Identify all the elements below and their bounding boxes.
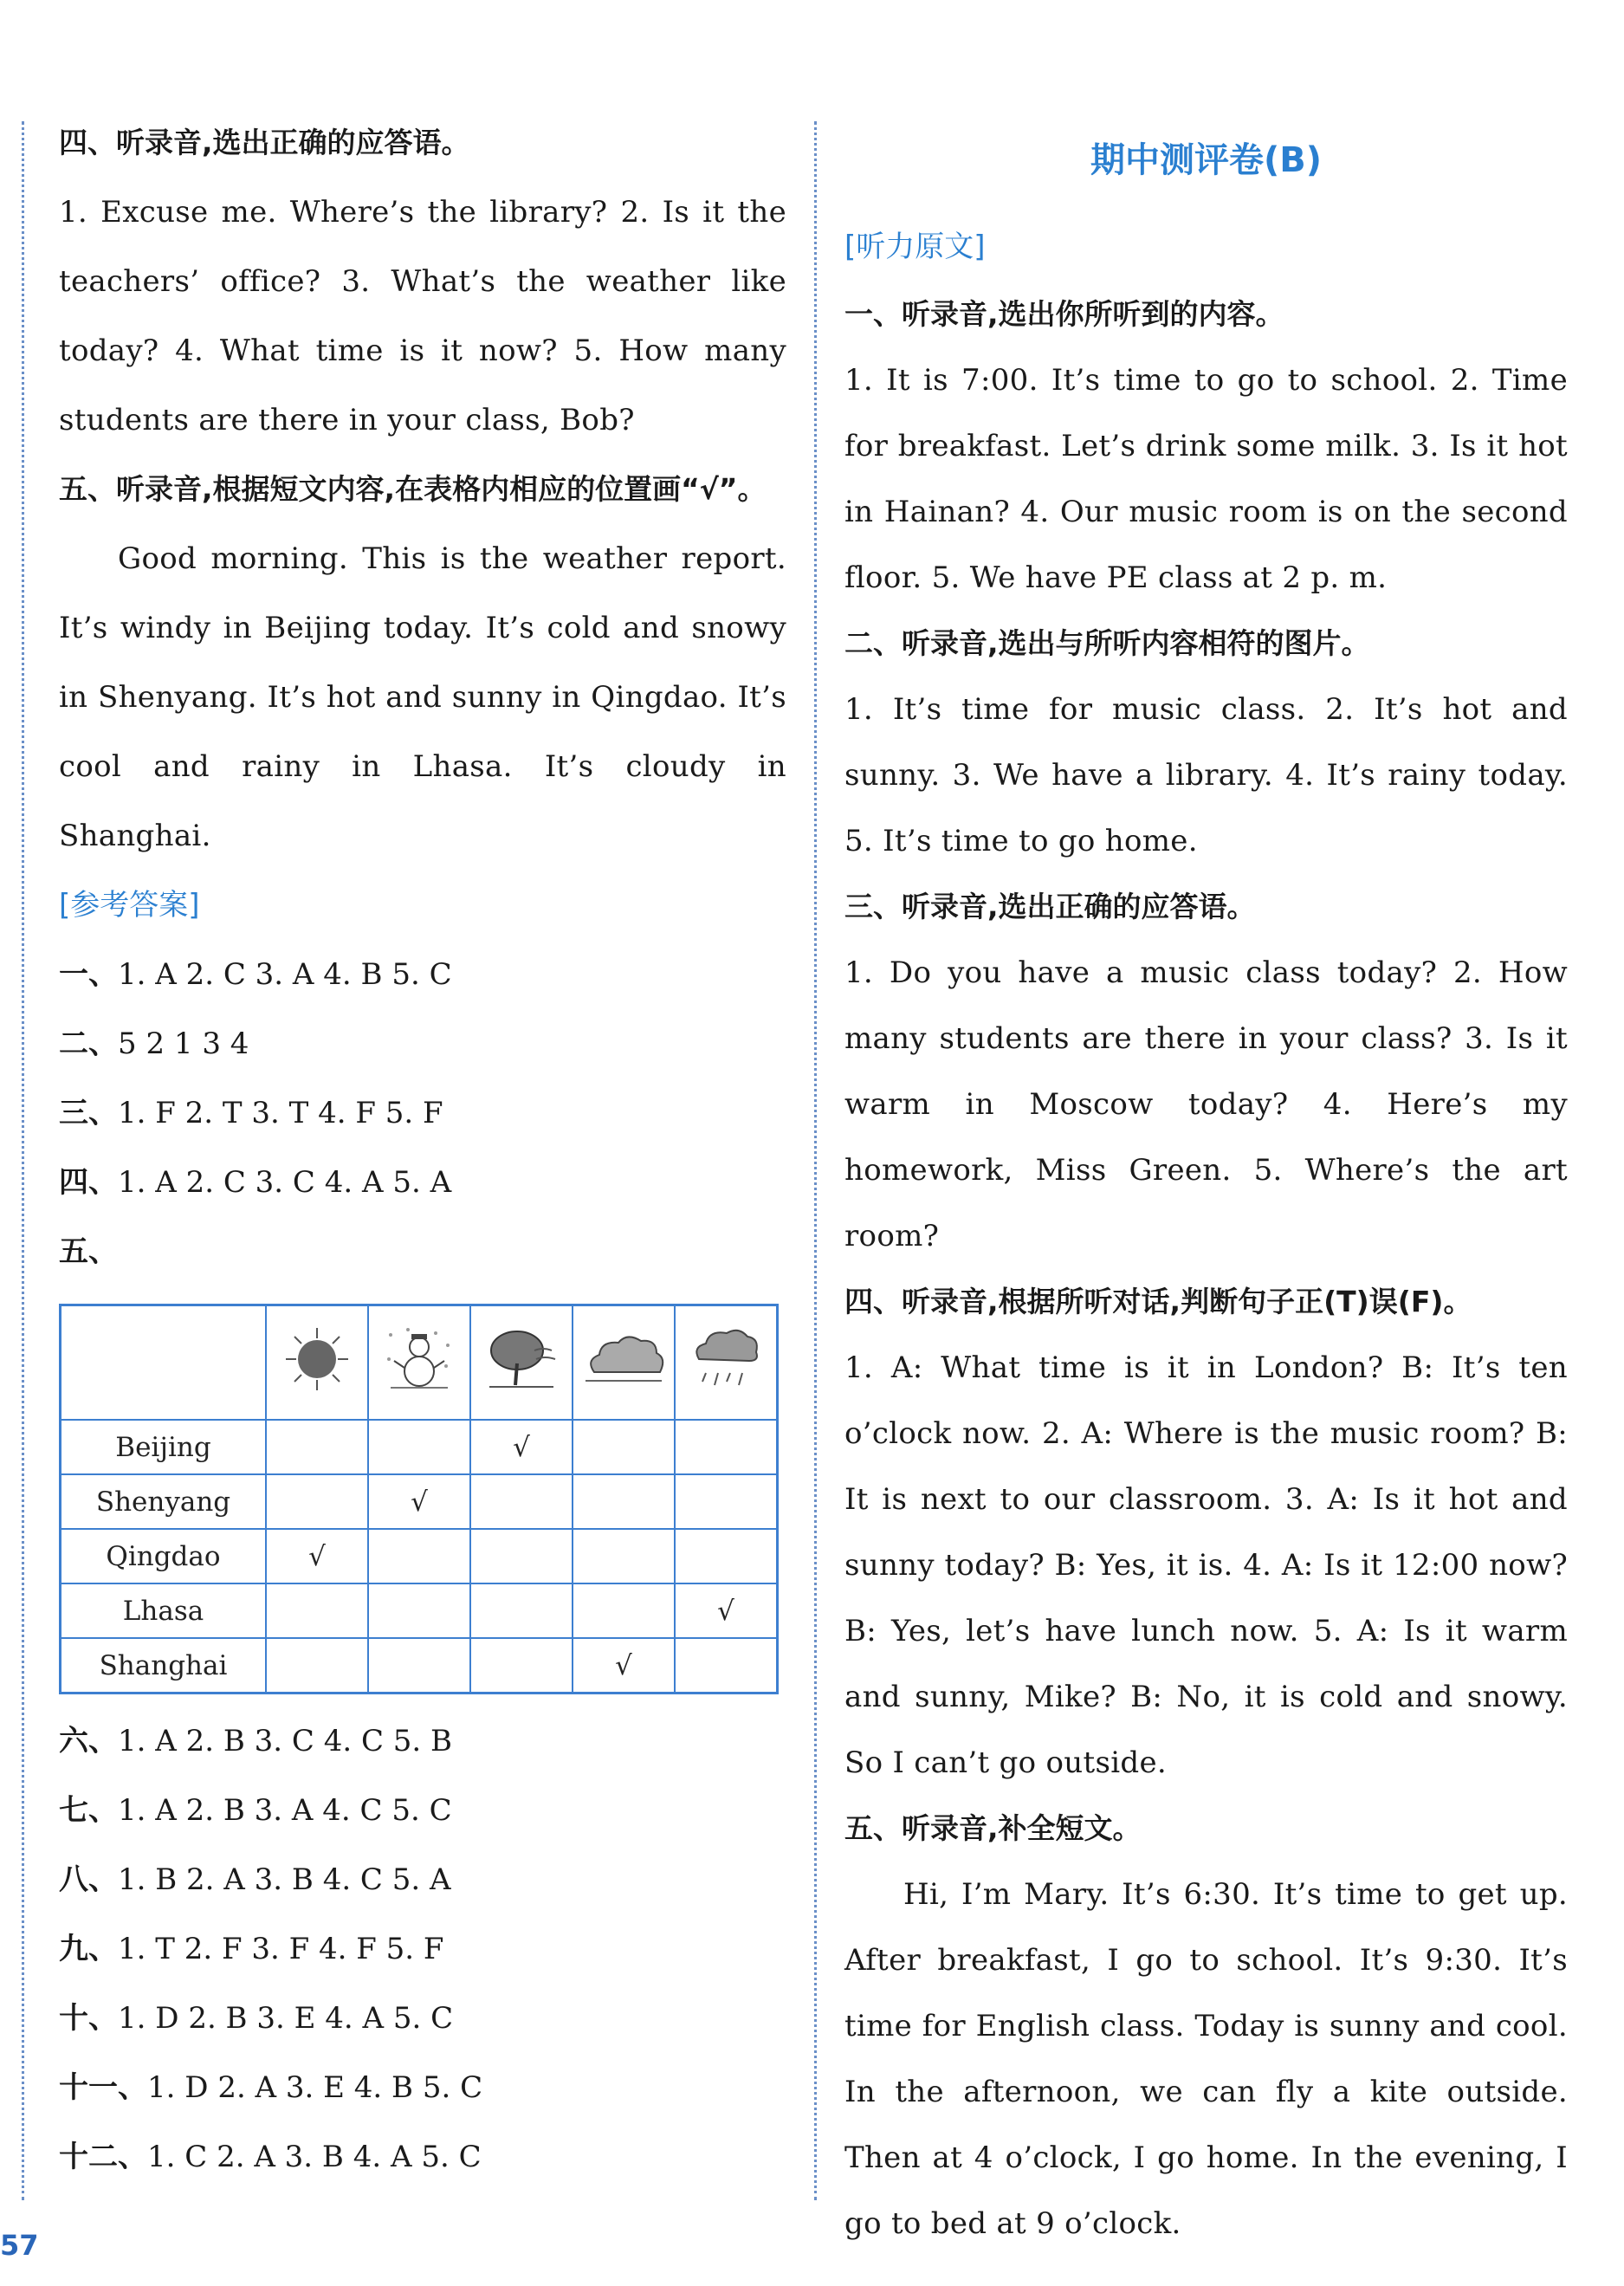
check-cell (573, 1583, 675, 1638)
answer-line (59, 1776, 786, 1845)
answer-label: 九、 (59, 1932, 118, 1966)
section-1-text: 1. It is 7:00. It’s time to go to school. 2. Time for breakfast. Let’s drink some milk. 3. Is it hot in Hainan? 4. Our music room is on the second floor. 5. We have PE class at 2 p. m. (844, 363, 1568, 595)
answer-label: 十一、 (59, 2070, 147, 2105)
rain-cloud-icon (675, 1305, 778, 1421)
check-cell (368, 1583, 470, 1638)
answer-label: 十二、 (59, 2140, 147, 2174)
city-cell: Qingdao (61, 1529, 267, 1583)
sun-icon (266, 1305, 368, 1421)
table-row (61, 1638, 778, 1693)
city-cell: Shanghai (61, 1638, 267, 1693)
section-4-text: 1. A: What time is it in London? B: It’s ten o’clock now. 2. A: Where is the music room? B: It is next to our classroom. 3. A: Is it hot and sunny today? B: Yes, it is. 4. A: Is it 12:00 now? B: Yes, let’s have lunch now. 5. A: Is it warm and sunny, Mike? B: No, it is cold and snowy. So I can’t go outside. (844, 1350, 1568, 1780)
section-5-heading: 五、听录音,根据短文内容,在表格内相应的位置画“√”。 (59, 472, 767, 506)
table-row (61, 1420, 778, 1474)
table-row (61, 1474, 778, 1529)
check-cell (675, 1474, 778, 1529)
answer-text: 1. A 2. B 3. C 4. C 5. B (118, 1724, 453, 1758)
windy-tree-icon (470, 1305, 573, 1421)
answer-line (59, 1078, 786, 1148)
answers-list-bottom (59, 1706, 786, 2192)
section-4-text: 1. Excuse me. Where’s the library? 2. Is it the teachers’ office? 3. What’s the weather like today? 4. What time is it now? 5. How many students are there in your class, Bob? (59, 195, 786, 437)
answer-line (59, 2122, 786, 2192)
cloud-icon (573, 1305, 675, 1421)
check-cell (266, 1638, 368, 1693)
answers-list-top (59, 940, 786, 1217)
section-4-heading: 四、听录音,根据所听对话,判断句子正(T)误(F)。 (844, 1285, 1472, 1318)
section-1-heading: 一、听录音,选出你所听到的内容。 (844, 297, 1284, 331)
column-divider (814, 121, 817, 2200)
answer-line (59, 940, 786, 1009)
answer-line (59, 1845, 786, 1914)
check-cell (266, 1474, 368, 1529)
check-cell (470, 1638, 573, 1693)
check-cell (470, 1529, 573, 1583)
answer-label: 三、 (59, 1096, 118, 1130)
section-2-text: 1. It’s time for music class. 2. It’s hot and sunny. 3. We have a library. 4. It’s rainy today. 5. It’s time to go home. (844, 692, 1568, 858)
answer-text: 1. C 2. A 3. B 4. A 5. C (147, 2140, 482, 2174)
table-row (61, 1529, 778, 1583)
city-cell: Shenyang (61, 1474, 267, 1529)
answer-text: 1. A 2. C 3. C 4. A 5. A (118, 1165, 452, 1200)
left-column (59, 108, 786, 2192)
weather-table (59, 1304, 779, 1694)
answer-line (59, 1148, 786, 1217)
check-cell (368, 1420, 470, 1474)
check-cell: √ (675, 1583, 778, 1638)
answer-text: 1. D 2. A 3. E 4. B 5. C (147, 2070, 483, 2105)
section-3-heading: 三、听录音,选出正确的应答语。 (844, 890, 1256, 923)
check-cell (368, 1638, 470, 1693)
weather-icon-row (61, 1305, 778, 1421)
answer-label: 六、 (59, 1724, 118, 1758)
check-cell (470, 1474, 573, 1529)
answer-label: 五、 (59, 1234, 118, 1269)
check-cell (573, 1529, 675, 1583)
section-2-heading: 二、听录音,选出与所听内容相符的图片。 (844, 626, 1370, 660)
check-cell (573, 1420, 675, 1474)
page-number: 57 (0, 2229, 39, 2262)
check-cell (266, 1420, 368, 1474)
check-cell: √ (266, 1529, 368, 1583)
check-cell (368, 1529, 470, 1583)
check-cell: √ (368, 1474, 470, 1529)
section-4-heading: 四、听录音,选出正确的应答语。 (59, 126, 470, 159)
section-3-text: 1. Do you have a music class today? 2. How many students are there in your class? 3. Is it warm in Moscow today? 4. Here’s my homework, Miss Green. 5. Where’s the art room? (844, 955, 1568, 1253)
check-cell (573, 1474, 675, 1529)
city-cell: Lhasa (61, 1583, 267, 1638)
answer-text: 5 2 1 3 4 (118, 1026, 249, 1061)
answer-line (59, 2053, 786, 2122)
corner-cell (61, 1305, 267, 1421)
section-5-text: Hi, I’m Mary. It’s 6:30. It’s time to get up. After breakfast, I go to school. It’s 9:30. It’s time for English class. Today is sunny and cool. In the afternoon, we can fly a kite outside. Then at 4 o’clock, I go home. In the evening, I go to bed at 9 o’clock. (844, 1877, 1568, 2241)
check-cell: √ (470, 1420, 573, 1474)
answer-label: 一、 (59, 957, 118, 992)
answers-tag: [参考答案] (59, 888, 200, 923)
check-cell (675, 1529, 778, 1583)
answer-text: 1. D 2. B 3. E 4. A 5. C (118, 2001, 454, 2036)
answer-line (59, 1009, 786, 1078)
column-divider (22, 121, 24, 2200)
transcript-tag: [听力原文] (844, 230, 986, 264)
answer-label: 四、 (59, 1165, 118, 1200)
answer-label: 十、 (59, 2001, 118, 2036)
answer-text: 1. F 2. T 3. T 4. F 5. F (118, 1096, 443, 1130)
answer-text: 1. A 2. C 3. A 4. B 5. C (118, 957, 452, 992)
section-5-text: Good morning. This is the weather report. It’s windy in Beijing today. It’s cold and snowy in Shenyang. It’s hot and sunny in Qingdao. It’s cool and rainy in Lhasa. It’s cloudy in Shanghai. (59, 541, 786, 853)
check-cell (470, 1583, 573, 1638)
answer-text: 1. B 2. A 3. B 4. C 5. A (118, 1862, 451, 1897)
answer-label: 二、 (59, 1026, 118, 1061)
check-cell: √ (573, 1638, 675, 1693)
check-cell (675, 1638, 778, 1693)
check-cell (675, 1420, 778, 1474)
section-5-heading: 五、听录音,补全短文。 (844, 1811, 1142, 1845)
snowman-icon (368, 1305, 470, 1421)
check-cell (266, 1583, 368, 1638)
right-column (844, 108, 1568, 2257)
answer-text: 1. A 2. B 3. A 4. C 5. C (118, 1793, 452, 1828)
answer-line (59, 1914, 786, 1984)
answer-line (59, 1984, 786, 2053)
answer-label: 七、 (59, 1793, 118, 1828)
answer-label: 八、 (59, 1862, 118, 1897)
table-label (59, 1217, 786, 1286)
answer-text: 1. T 2. F 3. F 4. F 5. F (118, 1932, 444, 1966)
answer-line (59, 1706, 786, 1776)
page-title: 期中测评卷(B) (1090, 140, 1323, 180)
table-row (61, 1583, 778, 1638)
city-cell: Beijing (61, 1420, 267, 1474)
